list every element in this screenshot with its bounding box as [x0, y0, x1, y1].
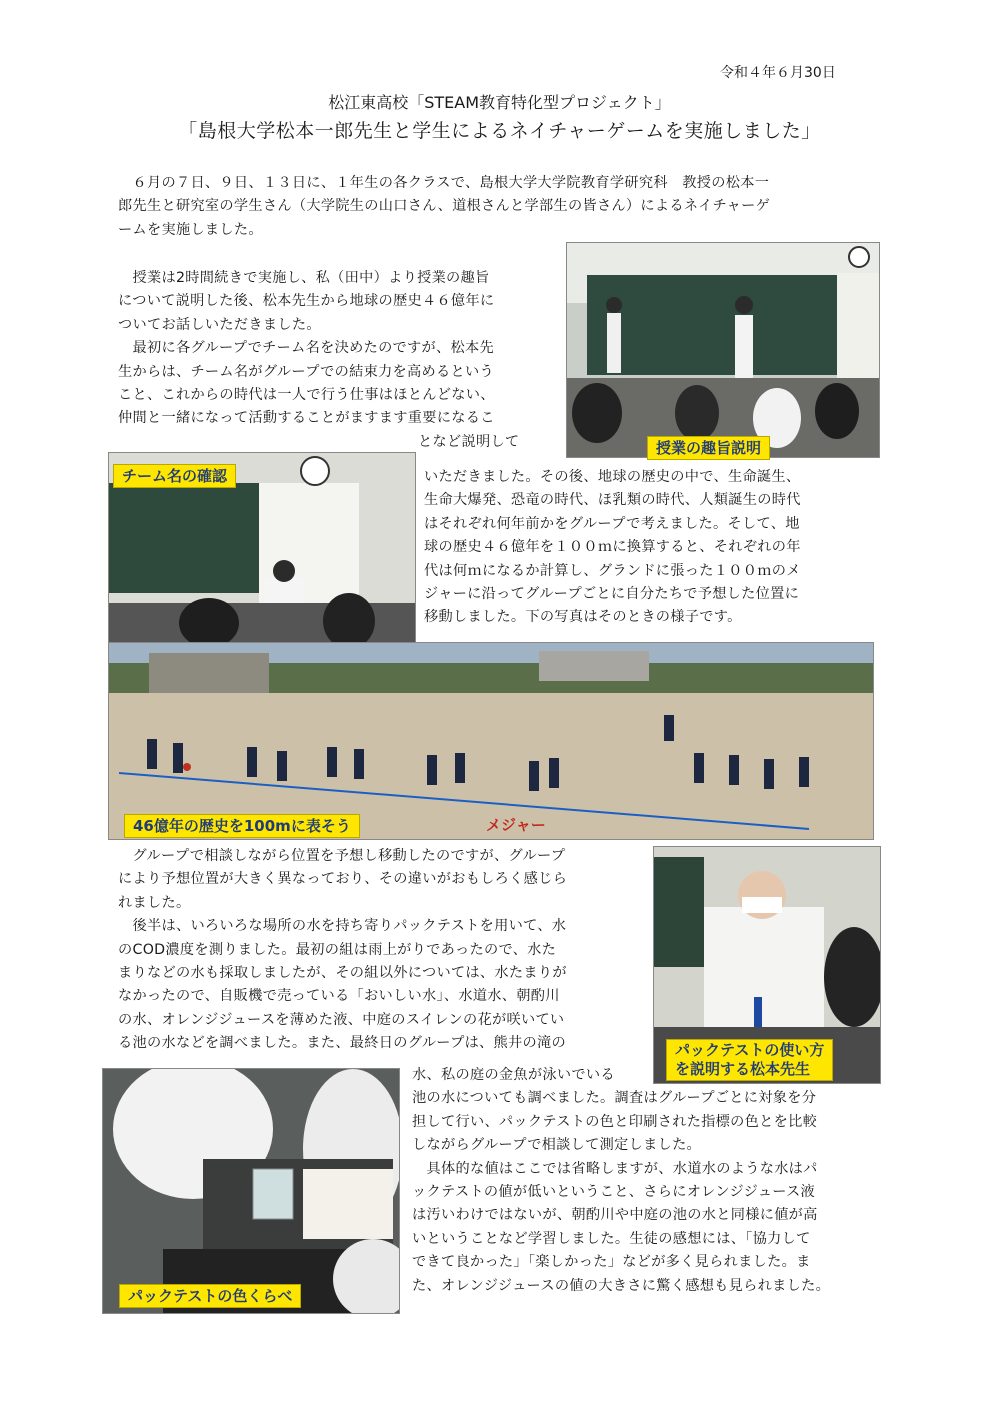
text-line: ジャーに沿ってグループごとに自分たちで予想した位置に — [424, 586, 800, 603]
caption-photo1: 授業の趣旨説明 — [647, 436, 770, 460]
text-line: 移動しました。下の写真はそのときの様子です。 — [424, 609, 742, 626]
text-line: 生命大爆発、恐竜の時代、ほ乳類の時代、人類誕生の時代 — [424, 492, 801, 509]
text-line: はそれぞれ何年前かをグループで考えました。そして、地 — [424, 515, 800, 532]
caption-line: を説明する松本先生 — [675, 1060, 811, 1078]
text-line: ６月の７日、９日、１３日に、１年生の各クラスで、島根大学大学院教育学研究科 教授の松本一 — [118, 175, 770, 191]
text-line: 後半は、いろいろな場所の水を持ち寄りパックテストを用いて、水 — [118, 918, 567, 935]
text-line: 代は何ｍになるか計算し、グランドに張った１００ｍのメ — [424, 562, 801, 579]
intro-paragraph — [118, 172, 898, 242]
document-date: 令和４年６月30日 — [720, 65, 836, 81]
text-line: により予想位置が大きく異なっており、その違いがおもしろく感じら — [118, 871, 568, 888]
section2-left-text — [118, 845, 652, 1056]
caption-photo3: 46億年の歴史を100mに表そう — [124, 814, 360, 838]
text-line: できて良かった」「楽しかった」などが多く見られました。ま — [412, 1254, 811, 1271]
text-line: 担して行い、パックテストの色と印刷された指標の色とを比較 — [412, 1113, 818, 1130]
document-title: 「島根大学松本一郎先生と学生によるネイチャーゲームを実施しました」 — [178, 120, 821, 142]
document-subtitle: 松江東高校「STEAM教育特化型プロジェクト」 — [328, 93, 671, 112]
text-line: まりなどの水も採取しましたが、その組以外については、水たまりが — [118, 965, 567, 982]
photo-pack-test-colors — [102, 1068, 400, 1314]
text-line: こと、これからの時代は一人で行う仕事はほとんどない、 — [118, 387, 495, 404]
text-line: 球の歴史４６億年を１００ｍに換算すると、それぞれの年 — [424, 539, 801, 556]
text-line: 郎先生と研究室の学生さん（大学院生の山口さん、道根さんと学部生の皆さん）によるネイチャーゲ — [118, 198, 771, 215]
text-line: ついてお話しいただきました。 — [118, 316, 321, 333]
section1-left-text — [118, 267, 566, 454]
text-line: た、オレンジジュースの値の大きさに驚く感想も見られました。 — [412, 1277, 831, 1294]
text-line: なかったので、自販機で売っている「おいしい水」、水道水、朝酌川 — [118, 988, 560, 1005]
text-line: しながらグループで相談して測定しました。 — [412, 1137, 702, 1154]
text-line: 具体的な値はここでは省略しますが、水道水のような水はパ — [412, 1160, 818, 1177]
photo-class-explanation — [566, 242, 880, 458]
text-line: る池の水などを調べました。また、最終日のグループは、熊井の滝の — [118, 1035, 566, 1052]
text-line: のCOD濃度を測りました。最初の組は雨上がりであったので、水た — [118, 941, 557, 958]
text-line: 授業は2時間続きで実施し、私（田中）より授業の趣旨 — [118, 270, 490, 286]
text-line: 水、私の庭の金魚が泳いでいる — [412, 1067, 615, 1083]
text-line: 生からは、チーム名がグループでの結束力を高めるという — [118, 363, 494, 380]
text-line: いということなど学習しました。生徒の感想には、「協力して — [412, 1230, 811, 1247]
section1-right-text — [424, 466, 894, 630]
text-line: となど説明して — [418, 433, 520, 450]
text-line: グループで相談しながら位置を予想し移動したのですが、グループ — [118, 848, 566, 864]
caption-photo2: チーム名の確認 — [113, 464, 236, 488]
text-line: ームを実施しました。 — [118, 221, 263, 238]
text-line: 最初に各グループでチーム名を決めたのですが、松本先 — [118, 340, 494, 357]
caption-line: パックテストの使い方 — [675, 1041, 825, 1059]
photo-playground-measure — [108, 642, 874, 840]
text-line: ックテストの値が低いということ、さらにオレンジジュース液 — [412, 1184, 816, 1201]
text-line: は汚いわけではないが、朝酌川や中庭の池の水と同様に値が高 — [412, 1207, 818, 1224]
text-line: れました。 — [118, 894, 191, 911]
text-line: について説明した後、松本先生から地球の歴史４６億年に — [118, 293, 495, 310]
caption-photo5: パックテストの色くらべ — [119, 1284, 301, 1308]
text-line: いただきました。その後、地球の歴史の中で、生命誕生、 — [424, 469, 801, 485]
text-line: 池の水についても調べました。調査はグループごとに対象を分 — [412, 1090, 817, 1107]
section2-right-text — [412, 1064, 896, 1298]
text-line: 仲間と一緒になって活動することがますます重要になるこ — [118, 410, 495, 427]
measure-label: メジャー — [486, 816, 546, 834]
text-line: の水、オレンジジュースを薄めた液、中庭のスイレンの花が咲いてい — [118, 1011, 565, 1028]
